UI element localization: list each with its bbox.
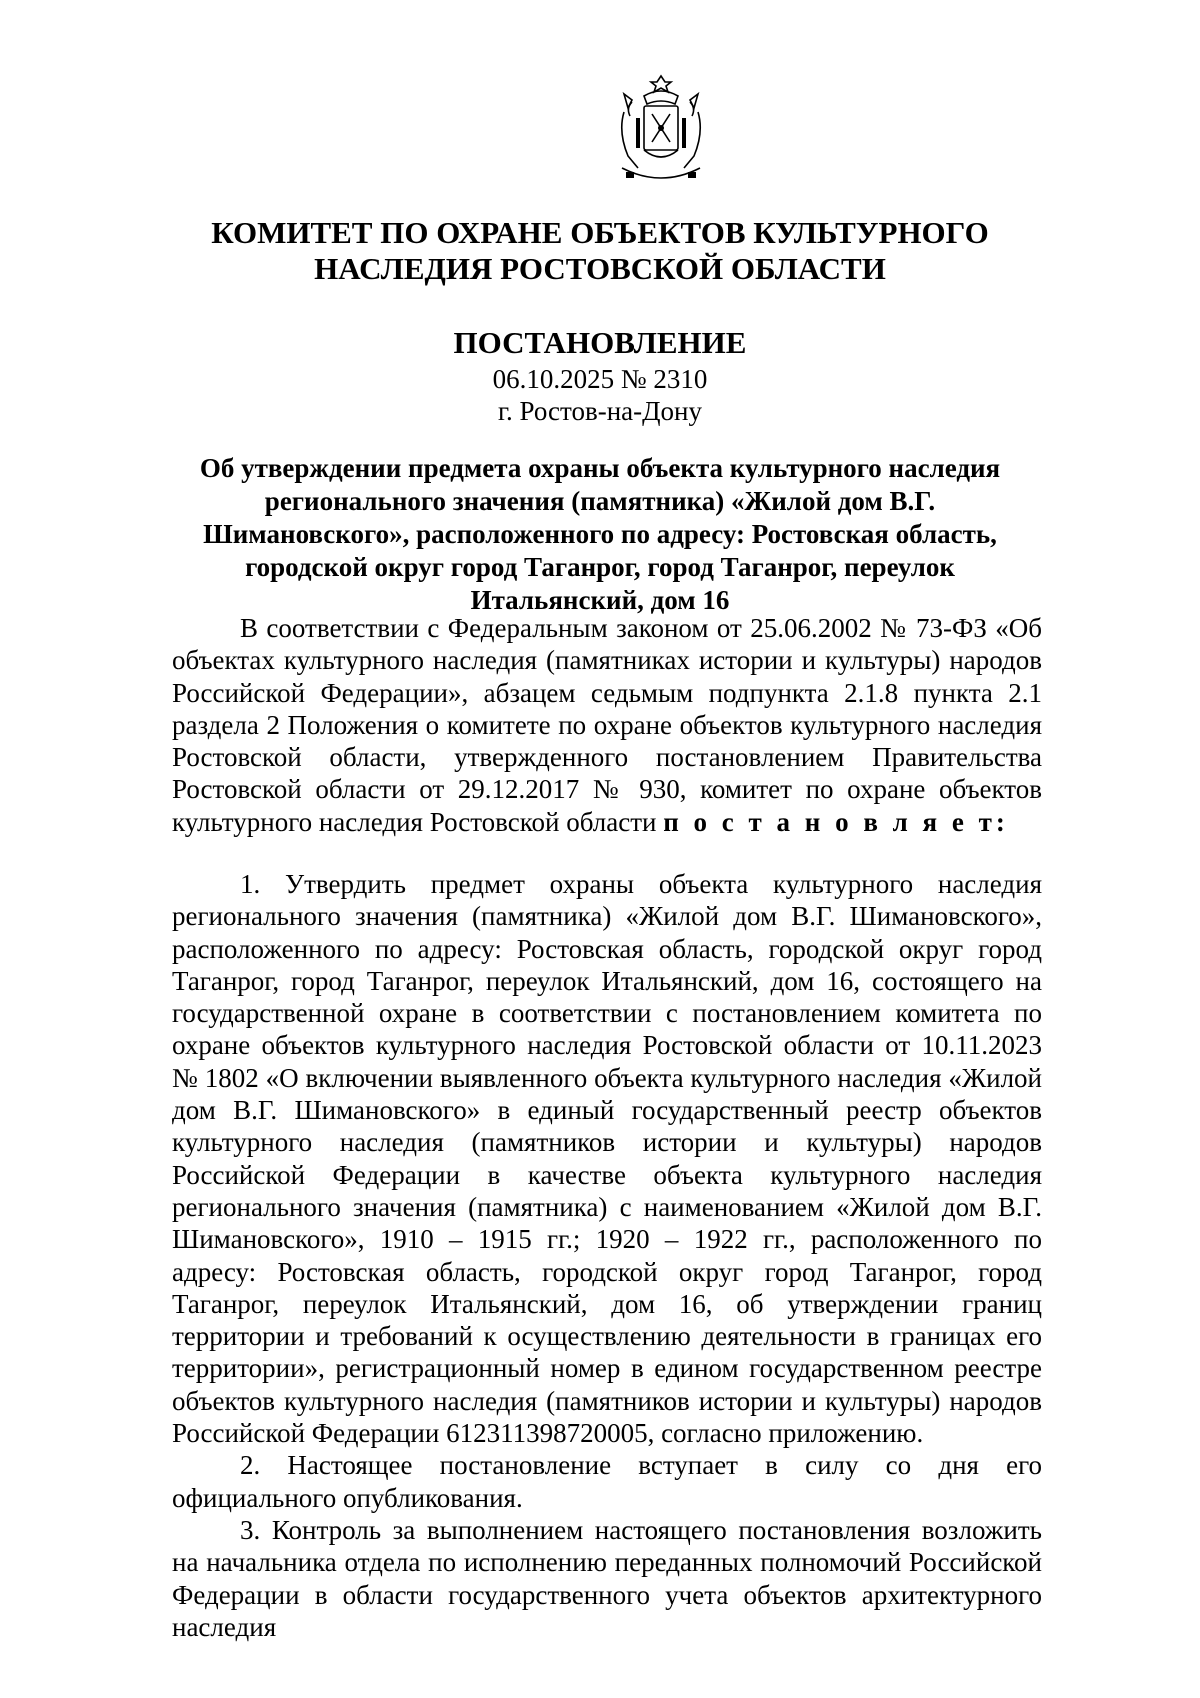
date-and-number: 06.10.2025 № 2310 bbox=[492, 364, 708, 394]
decree-items bbox=[172, 868, 1042, 1643]
document-type: ПОСТАНОВЛЕНИЕ bbox=[453, 325, 747, 360]
agency-name bbox=[150, 215, 1050, 287]
document-subject: Об утверждении предмета охраны объекта культурного наследия регионального значения (памятника) «Жилой дом В.Г. Шимановского», расположенного по адресу: Ростовская область, городской округ город Таганрог, город Таганрог, переулок Итальянский, дом 16 bbox=[199, 453, 1001, 615]
preamble-section bbox=[172, 612, 1042, 838]
preamble-paragraph bbox=[172, 612, 1042, 838]
coat-of-arms-emblem bbox=[614, 72, 708, 184]
city-line: г. Ростов-на-Дону bbox=[497, 396, 702, 426]
decree-word: п о с т а н о в л я е т: bbox=[663, 806, 1009, 837]
decree-item-3: 3. Контроль за выполнением настоящего постановления возложить на начальника отдела по исполнению переданных полномочий Российской Федерации в области государственного учета объектов архитектурного наследия bbox=[172, 1514, 1042, 1642]
agency-name-line-1: КОМИТЕТ ПО ОХРАНЕ ОБЪЕКТОВ КУЛЬТУРНОГО bbox=[211, 215, 989, 250]
agency-name-line-2: НАСЛЕДИЯ РОСТОВСКОЙ ОБЛАСТИ bbox=[314, 251, 886, 286]
decree-item-2: 2. Настоящее постановление вступает в силу со дня его официального опубликования. bbox=[172, 1450, 1042, 1513]
preamble-text: В соответствии с Федеральным законом от 25.06.2002 № 73-ФЗ «Об объектах культурного наследия (памятниках истории и культуры) народов Российской Федерации», абзацем седьмым подпункта 2.1.8 пункта 2.1 раздела 2 Положения о комитете по охране объектов культурного наследия Ростовской области, утвержденного постановлением Правительства Ростовской области от 29.12.2017 № 930, комитет по охране объектов культурного наследия Ростовской области bbox=[172, 613, 1042, 837]
decree-item-1: 1. Утвердить предмет охраны объекта культурного наследия регионального значения (памятника) «Жилой дом В.Г. Шимановского», расположенного по адресу: Ростовская область, городской округ город Таганрог, город Таганрог, переулок Итальянский, дом 16, состоящего на государственной охране в соответствии с постановлением комитета по охране объектов культурного наследия Ростовской области от 10.11.2023 № 1802 «О включении выявленного объекта культурного наследия «Жилой дом В.Г. Шимановского» в единый государственный реестр объектов культурного наследия (памятников истории и культуры) народов Российской Федерации в качестве объекта культурного наследия регионального значения (памятника) с наименованием «Жилой дом В.Г. Шимановского», 1910 – 1915 гг.; 1920 – 1922 гг., расположенного по адресу: Ростовская область, городской округ город Таганрог, город Таганрог, переулок Итальянский, дом 16, об утверждении границ территории и требований к осуществлению деятельности в границах его территории», регистрационный номер в едином государственном реестре объектов культурного наследия (памятников истории и культуры) народов Российской Федерации 612311398720005, согласно приложению. bbox=[172, 869, 1042, 1449]
